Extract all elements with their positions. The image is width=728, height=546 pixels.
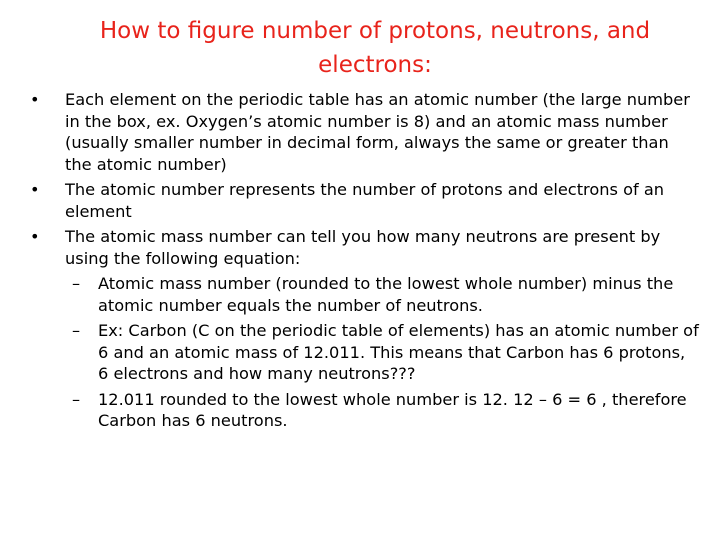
sub-bullet-marker: – xyxy=(72,321,81,340)
sub-bullet-text: 12.011 rounded to the lowest whole number is 12. 12 – 6 = 6 , therefore Carbon has 6 neutrons. xyxy=(98,389,687,430)
slide-body xyxy=(30,89,700,436)
bullet-text: The atomic number represents the number of protons and electrons of an element xyxy=(65,180,665,221)
sub-bullet-marker: – xyxy=(72,389,81,409)
sub-bullet-item xyxy=(30,273,700,316)
bullet-marker: • xyxy=(30,180,40,199)
sub-bullet-text: Ex: Carbon (C on the periodic table of elements) has an atomic number of 6 and an atomic mass of 12.011. This means that Carbon has 6 protons, 6 electrons and how many neutrons??? xyxy=(98,321,699,383)
slide-title: How to figure number of protons, neutrons, and electrons: xyxy=(99,18,651,78)
bullet-text: Each element on the periodic table has an atomic number (the large number in the box, ex. Oxygen’s atomic number is 8) and an atomic mass number (usually smaller number in decimal form, always the same or greater than the atomic number) xyxy=(65,90,690,174)
sub-bullet-item xyxy=(30,389,700,432)
bullet-item xyxy=(30,179,700,222)
sub-bullet-text: Atomic mass number (rounded to the lowest whole number) minus the atomic number equals the number of neutrons. xyxy=(98,274,674,315)
bullet-item xyxy=(30,226,700,269)
sub-bullet-marker: – xyxy=(72,274,81,293)
bullet-marker: • xyxy=(30,227,40,246)
sub-bullet-item xyxy=(30,320,700,385)
bullet-text: The atomic mass number can tell you how many neutrons are present by using the following equation: xyxy=(65,227,661,268)
bullet-item xyxy=(30,89,700,175)
bullet-marker: • xyxy=(30,90,40,109)
